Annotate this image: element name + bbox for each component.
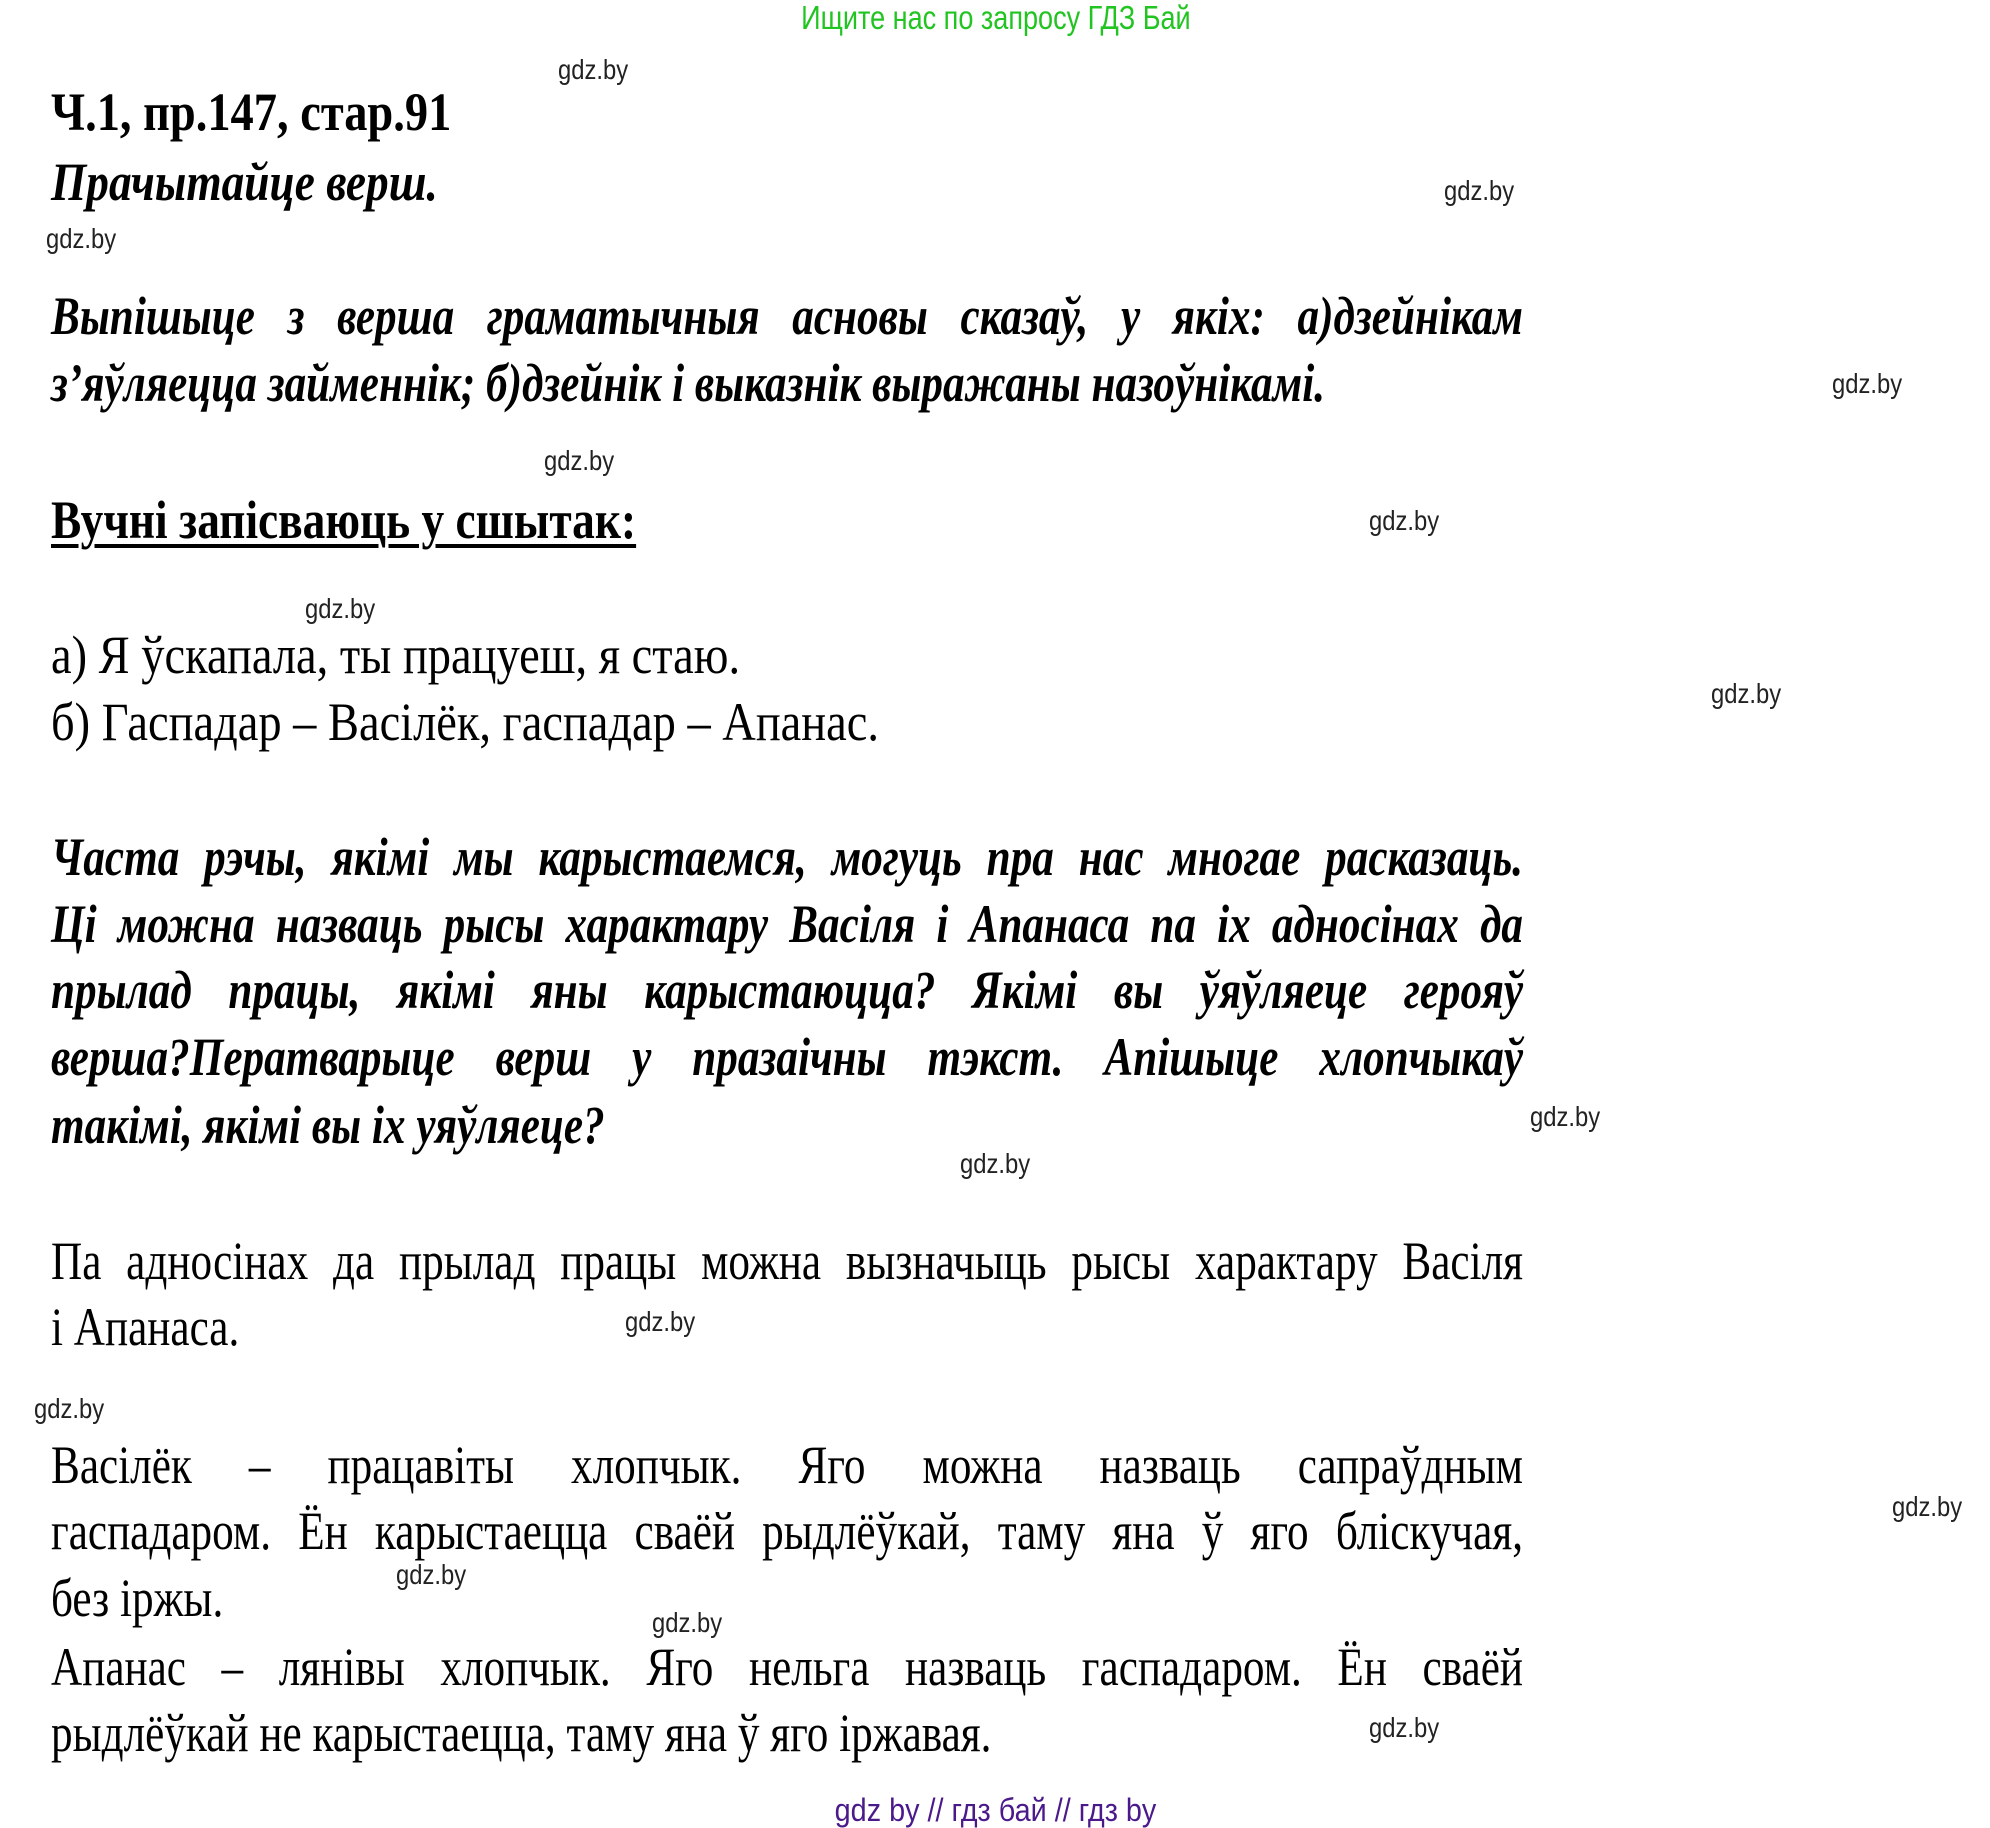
watermark: gdz.by <box>46 223 117 254</box>
watermark: gdz.by <box>34 1393 105 1424</box>
watermark: gdz.by <box>1711 678 1782 709</box>
watermark: gdz.by <box>1369 505 1440 536</box>
task-2-line-4: верша?Ператварыце верш у празаічны тэкст. Апішыце хлопчыкаў <box>51 1027 1523 1087</box>
answer-2-p1-line-2: і Апанаса. <box>51 1297 240 1357</box>
page-title: Ч.1, пр.147, стар.91 <box>51 82 452 142</box>
watermark: gdz.by <box>1832 368 1903 399</box>
footer-links: gdz by // гдз бай // гдз by <box>834 1792 1157 1828</box>
page-subtitle: Прачытайце верш. <box>51 152 438 212</box>
watermark: gdz.by <box>544 445 615 476</box>
watermark: gdz.by <box>1892 1491 1963 1522</box>
top-banner: Ищите нас по запросу ГДЗ Бай <box>801 0 1191 36</box>
task-2-line-3: прылад працы, якімі яны карыстаюцца? Якімі вы ўяўляеце герояў <box>51 960 1523 1020</box>
watermark: gdz.by <box>305 593 376 624</box>
task-1-line-2: з’яўляецца займеннік; б)дзейнік і выказнік выражаны назоўнікамі. <box>51 353 1325 413</box>
answer-2-p2-line-3: без іржы. <box>51 1568 224 1628</box>
watermark: gdz.by <box>558 54 629 85</box>
task-2-line-2: Ці можна назваць рысы характару Васіля і Апанаса па іх адносінах да <box>51 894 1523 954</box>
watermark: gdz.by <box>1444 175 1515 206</box>
task-2-line-1: Часта рэчы, якімі мы карыстаемся, могуць пра нас многае расказаць. <box>51 827 1523 887</box>
notebook-heading: Вучні запісваюць у сшытак: <box>51 490 637 550</box>
answer-a: а) Я ўскапала, ты працуеш, я стаю. <box>51 625 741 685</box>
answer-2-p2-line-2: гаспадаром. Ён карыстаецца сваёй рыдлёўкай, таму яна ў яго бліскучая, <box>51 1501 1523 1561</box>
answer-2-p3-line-2: рыдлёўкай не карыстаецца, таму яна ў яго іржавая. <box>51 1703 992 1763</box>
answer-2-p2-line-1: Васілёк – працавіты хлопчык. Яго можна назваць сапраўдным <box>51 1435 1523 1495</box>
watermark: gdz.by <box>396 1559 467 1590</box>
task-1-line-1: Выпішыце з верша граматычныя асновы сказаў, у якіх: а)дзейнікам <box>51 286 1523 346</box>
answer-b: б) Гаспадар – Васілёк, гаспадар – Апанас. <box>51 692 879 752</box>
watermark: gdz.by <box>625 1306 696 1337</box>
answer-2-p3-line-1: Апанас – лянівы хлопчык. Яго нельга назваць гаспадаром. Ён сваёй <box>51 1637 1523 1697</box>
task-2-line-5: такімі, якімі вы іх уяўляеце? <box>51 1095 605 1155</box>
answer-2-p1-line-1: Па адносінах да прылад працы можна вызначыць рысы характару Васіля <box>51 1231 1523 1291</box>
watermark: gdz.by <box>960 1148 1031 1179</box>
watermark: gdz.by <box>652 1607 723 1638</box>
watermark: gdz.by <box>1369 1712 1440 1743</box>
watermark: gdz.by <box>1530 1101 1601 1132</box>
